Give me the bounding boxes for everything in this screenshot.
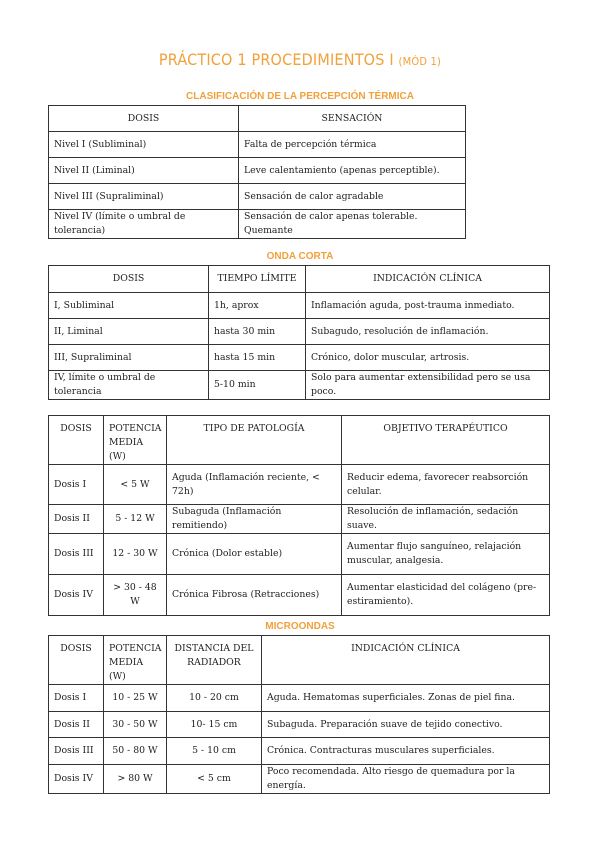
power-cell: 50 - 80 W bbox=[104, 738, 167, 765]
distance-cell: < 5 cm bbox=[167, 765, 262, 794]
distance-cell: 10- 15 cm bbox=[167, 712, 262, 738]
sensation-cell: Sensación de calor agradable bbox=[239, 184, 466, 210]
dose-cell: Dosis II bbox=[49, 712, 104, 738]
dose-cell: Dosis I bbox=[49, 685, 104, 712]
dose-cell: Nivel II (Liminal) bbox=[49, 158, 239, 184]
column-header: SENSACIÓN bbox=[239, 106, 466, 132]
table-row bbox=[49, 738, 550, 765]
therapeutic-goal-cell: Reducir edema, favorecer reabsorción celular. bbox=[342, 465, 550, 505]
clinical-indication-cell: Crónico, dolor muscular, artrosis. bbox=[306, 345, 550, 371]
column-header: POTENCIA MEDIA (W) bbox=[104, 416, 167, 465]
section-heading-thermal-perception: CLASIFICACIÓN DE LA PERCEPCIÓN TÉRMICA bbox=[186, 91, 414, 102]
table-row bbox=[49, 184, 466, 210]
column-header: DOSIS bbox=[49, 416, 104, 465]
column-header: TIEMPO LÍMITE bbox=[209, 266, 306, 293]
dose-cell: I, Subliminal bbox=[49, 293, 209, 319]
table-row bbox=[49, 685, 550, 712]
table-row bbox=[49, 505, 550, 534]
page-title-main: PRÁCTICO 1 PROCEDIMIENTOS I bbox=[158, 50, 394, 69]
clinical-indication-cell: Aguda. Hematomas superficiales. Zonas de piel fina. bbox=[262, 685, 550, 712]
time-limit-cell: hasta 15 min bbox=[209, 345, 306, 371]
therapeutic-goal-cell: Resolución de inflamación, sedación suave. bbox=[342, 505, 550, 534]
table-row bbox=[49, 132, 466, 158]
section-heading-onda-corta: ONDA CORTA bbox=[266, 251, 334, 262]
table-row bbox=[49, 293, 550, 319]
microondas-table bbox=[48, 635, 550, 794]
dose-cell: III, Supraliminal bbox=[49, 345, 209, 371]
power-cell: 5 - 12 W bbox=[104, 505, 167, 534]
pathology-type-cell: Crónica (Dolor estable) bbox=[167, 534, 342, 575]
column-header: OBJETIVO TERAPÉUTICO bbox=[342, 416, 550, 465]
therapeutic-goal-cell: Aumentar flujo sanguíneo, relajación muscular, analgesia. bbox=[342, 534, 550, 575]
column-header: TIPO DE PATOLOGÍA bbox=[167, 416, 342, 465]
column-header: POTENCIA MEDIA (W) bbox=[104, 636, 167, 685]
power-cell: 12 - 30 W bbox=[104, 534, 167, 575]
onda-corta-power-table bbox=[48, 415, 550, 616]
table-row bbox=[49, 765, 550, 794]
column-header: DOSIS bbox=[49, 106, 239, 132]
power-cell: < 5 W bbox=[104, 465, 167, 505]
column-header: DOSIS bbox=[49, 636, 104, 685]
thermal-perception-table bbox=[48, 105, 466, 239]
section-heading-microondas: MICROONDAS bbox=[265, 621, 335, 632]
table-row bbox=[49, 712, 550, 738]
table-row bbox=[49, 371, 550, 400]
table-row bbox=[49, 210, 466, 239]
clinical-indication-cell: Solo para aumentar extensibilidad pero se usa poco. bbox=[306, 371, 550, 400]
sensation-cell: Falta de percepción térmica bbox=[239, 132, 466, 158]
clinical-indication-cell: Crónica. Contracturas musculares superficiales. bbox=[262, 738, 550, 765]
table-row bbox=[49, 465, 550, 505]
table-row bbox=[49, 575, 550, 616]
table-row bbox=[49, 319, 550, 345]
sensation-cell: Leve calentamiento (apenas perceptible). bbox=[239, 158, 466, 184]
column-header: INDICACIÓN CLÍNICA bbox=[306, 266, 550, 293]
pathology-type-cell: Crónica Fibrosa (Retracciones) bbox=[167, 575, 342, 616]
column-header: DISTANCIA DEL RADIADOR bbox=[167, 636, 262, 685]
table-row bbox=[49, 345, 550, 371]
pathology-type-cell: Aguda (Inflamación reciente, < 72h) bbox=[167, 465, 342, 505]
column-header: DOSIS bbox=[49, 266, 209, 293]
power-cell: > 30 - 48 W bbox=[104, 575, 167, 616]
distance-cell: 5 - 10 cm bbox=[167, 738, 262, 765]
table-row bbox=[49, 158, 466, 184]
dose-cell: Nivel IV (límite o umbral de tolerancia) bbox=[49, 210, 239, 239]
table-header-row bbox=[49, 636, 550, 685]
time-limit-cell: 1h, aprox bbox=[209, 293, 306, 319]
column-header: INDICACIÓN CLÍNICA bbox=[262, 636, 550, 685]
table-row bbox=[49, 534, 550, 575]
onda-corta-table bbox=[48, 265, 550, 400]
table-header-row bbox=[49, 416, 550, 465]
time-limit-cell: hasta 30 min bbox=[209, 319, 306, 345]
dose-cell: Dosis IV bbox=[49, 575, 104, 616]
dose-cell: IV, límite o umbral de tolerancia bbox=[49, 371, 209, 400]
clinical-indication-cell: Subagudo, resolución de inflamación. bbox=[306, 319, 550, 345]
clinical-indication-cell: Poco recomendada. Alto riesgo de quemadura por la energía. bbox=[262, 765, 550, 794]
power-cell: 10 - 25 W bbox=[104, 685, 167, 712]
page-title bbox=[0, 50, 600, 69]
distance-cell: 10 - 20 cm bbox=[167, 685, 262, 712]
clinical-indication-cell: Subaguda. Preparación suave de tejido conectivo. bbox=[262, 712, 550, 738]
dose-cell: Dosis II bbox=[49, 505, 104, 534]
dose-cell: Dosis III bbox=[49, 738, 104, 765]
therapeutic-goal-cell: Aumentar elasticidad del colágeno (pre-estiramiento). bbox=[342, 575, 550, 616]
dose-cell: Nivel I (Subliminal) bbox=[49, 132, 239, 158]
dose-cell: Dosis III bbox=[49, 534, 104, 575]
clinical-indication-cell: Inflamación aguda, post-trauma inmediato. bbox=[306, 293, 550, 319]
dose-cell: Nivel III (Supraliminal) bbox=[49, 184, 239, 210]
dose-cell: II, Liminal bbox=[49, 319, 209, 345]
page-title-suffix: (MÓD 1) bbox=[398, 55, 442, 68]
time-limit-cell: 5-10 min bbox=[209, 371, 306, 400]
sensation-cell: Sensación de calor apenas tolerable. Quemante bbox=[239, 210, 466, 239]
table-header-row bbox=[49, 266, 550, 293]
table-header-row bbox=[49, 106, 466, 132]
dose-cell: Dosis IV bbox=[49, 765, 104, 794]
power-cell: 30 - 50 W bbox=[104, 712, 167, 738]
pathology-type-cell: Subaguda (Inflamación remitiendo) bbox=[167, 505, 342, 534]
dose-cell: Dosis I bbox=[49, 465, 104, 505]
power-cell: > 80 W bbox=[104, 765, 167, 794]
